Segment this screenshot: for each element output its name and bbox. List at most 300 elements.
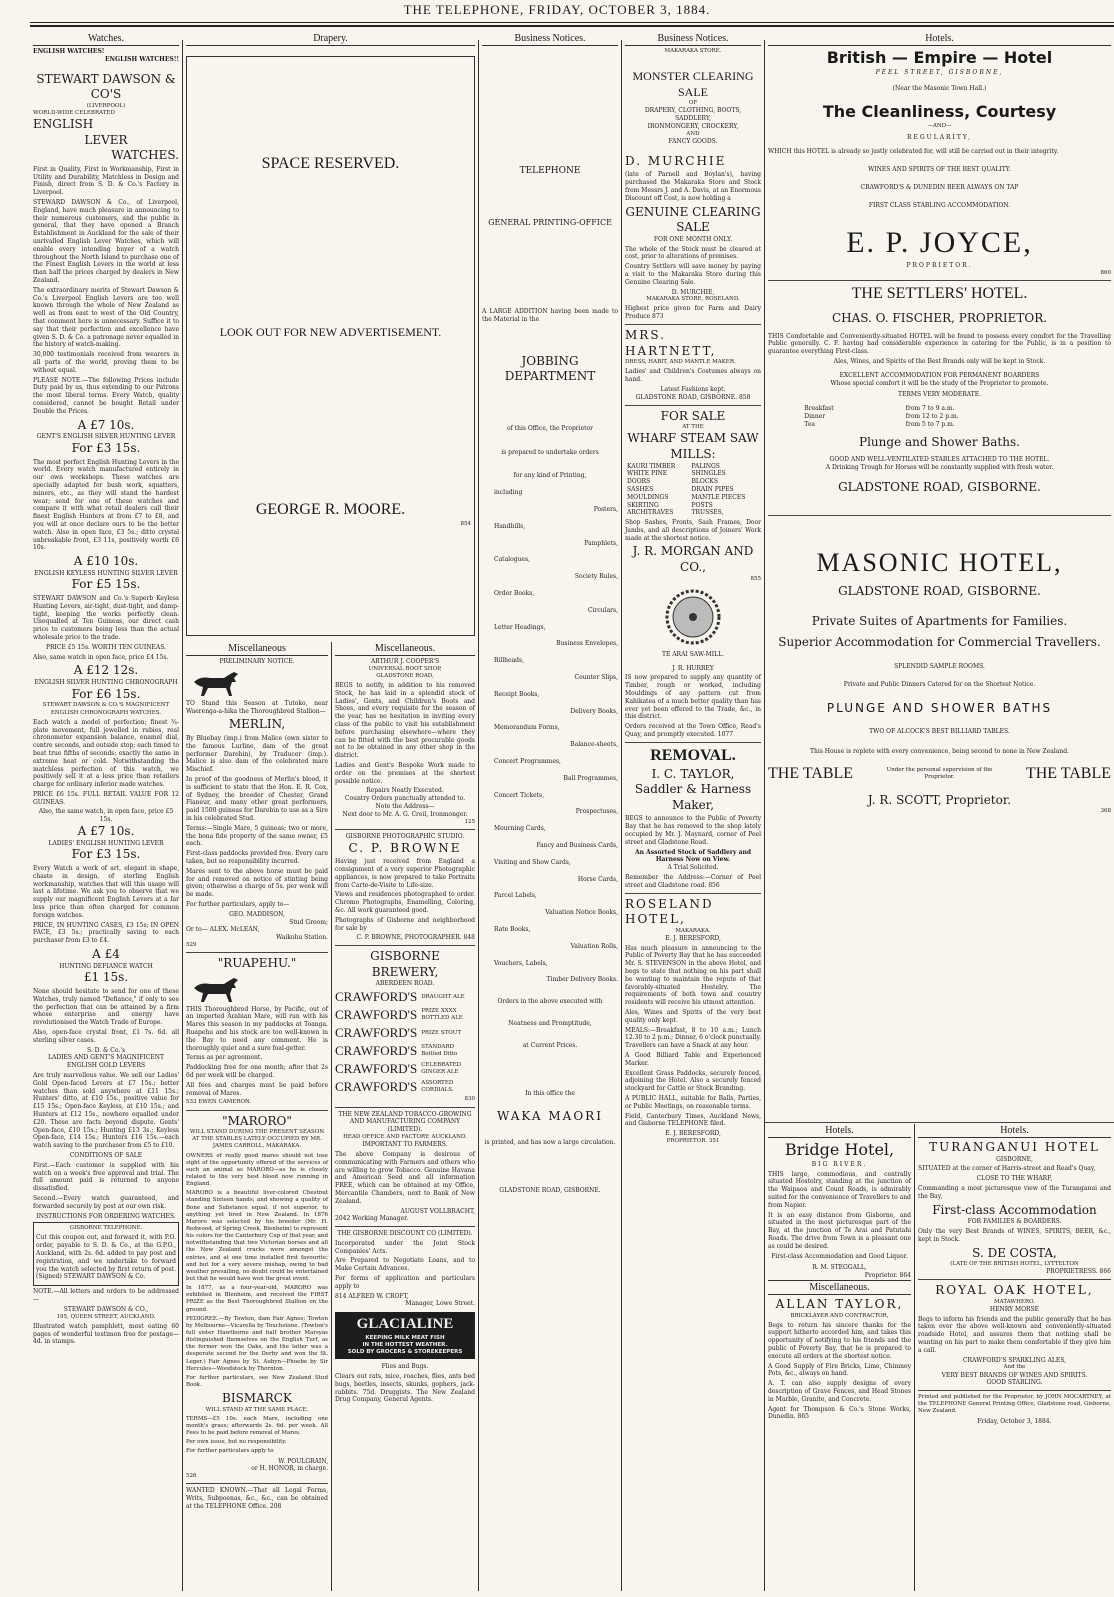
paragraph: The whole of the Stock must be cleared at cost, prior to alterations of premises. (625, 245, 761, 261)
order-coupon (33, 1222, 179, 1286)
merchant-name: D. MURCHIE (625, 153, 727, 168)
price: A £4 (92, 947, 120, 962)
paragraph: NOTE.—All letters and orders to be addressed— (33, 1288, 179, 1304)
printing-item: Memorandum Forms, (494, 724, 560, 732)
paragraph: Paddocking free for one month; after that 2s 6d per week will be charged. (186, 1064, 328, 1080)
address-line: GLADSTONE ROAD, GISBORNE. (838, 584, 1041, 599)
text-line: FIRST CLASS STABLING ACCOMMODATION. (868, 201, 1011, 209)
timber-cell: TRUSSES, (691, 509, 724, 517)
glacialine-line: KEEPING MILK MEAT FISH (365, 1334, 445, 1341)
paragraph: Shop Sashes, Fronts, Sash Frames, Door Jambs, and all descriptions of Joiners' Work made at the shortest notice. (625, 519, 761, 542)
meal-times-table (802, 405, 1076, 428)
printing-item: Valuation Notice Books, (545, 909, 618, 917)
printing-item: Prospectuses, (575, 808, 618, 816)
divider (186, 1483, 328, 1484)
paragraph: Commanding a most picturesque view of the Turanganui and the Bay, (918, 1184, 1111, 1200)
proprietor-name: CHAS. O. FISCHER, PROPRIETOR. (831, 311, 1048, 326)
timber-cell: MANTLE PIECES (691, 493, 746, 501)
text-line: GISBORNE, (996, 1155, 1033, 1163)
printing-item: Receipt Books, (494, 690, 540, 698)
paragraph: First-class paddocks provided free. Every care taken, but no responsibility incurred. (186, 850, 328, 865)
signature: PROPRIETRESS. 866 (1046, 1268, 1111, 1276)
ad-number: 125 (464, 818, 475, 825)
divider (625, 405, 761, 406)
paragraph: Terms:—Single Mare, 5 guineas; two or more, the bona fide property of the same owner, £5 each. (186, 824, 328, 848)
notice-title: PRELIMINARY NOTICE. (219, 658, 295, 665)
text-line: An Assorted Stock of Saddlery and Harness Now on View. (634, 848, 752, 864)
paragraph: Mares sent to the above horse must be paid for and removed on notice of stinting being given; otherwise a charge of 5s. per week will be made. (186, 867, 328, 899)
paragraph: WHICH this HOTEL is already so justly celebrated for, will still be carried out in their integrity. (768, 148, 1059, 156)
printing-item: Circulars, (588, 606, 618, 614)
price: A £12 12s. (73, 663, 139, 678)
printing-item: Timber Delivery Books. (546, 976, 618, 984)
ad-number: 855 (750, 575, 761, 582)
timber-cell: ARCHITRAVES (627, 509, 674, 517)
hotel-name: Bridge Hotel, (784, 1140, 895, 1159)
timber-cell: SASHES (627, 485, 654, 493)
column-header: Hotels. (918, 1124, 1111, 1138)
column-header: Drapery. (186, 32, 475, 46)
crawford-name: CRAWFORD'S (335, 1060, 418, 1076)
text-line: OF (688, 100, 698, 107)
masthead-rule (30, 22, 1114, 23)
hotel-name: ROSELAND HOTEL, (625, 896, 714, 927)
crawford-product: CELEBRATED GINGER ALE (421, 1061, 462, 1076)
column-header: Hotels. (768, 32, 1111, 46)
printing-item: Business Envelopes, (556, 640, 618, 648)
crawford-name: CRAWFORD'S (335, 1042, 418, 1058)
paragraph: Photographs of Gisborne and neighborhood for sale by (335, 916, 475, 932)
divider (625, 893, 761, 894)
item-title: INSTRUCTIONS FOR ORDERING WATCHES. (36, 1212, 176, 1220)
paragraph: Ladies and Gent's Bespoke Work made to order on the premises at the shortest possible notice. (335, 762, 475, 785)
timber-cell: BLOCKS (691, 478, 719, 486)
signature: Proprietor. 864 (864, 1272, 911, 1280)
divider (625, 324, 761, 325)
horse-name: MERLIN, (228, 717, 286, 732)
paragraph: THIS Comfortable and Conveniently-situated HOTEL will be found to possess every comfort for the Travelling Public generally. C. F. having had considerable experience in catering for the Public, is in a position to guarantee everything First-class. (768, 332, 1111, 356)
heading-line: ENGLISH (33, 117, 94, 132)
paragraph: The above Company is desirous of communicating with Farmers and others who are willing to grow Tobacco. Genuine Havana and American Seed and all information FREE, which can be obtained at my Office, Mercantile Chambers, next to Bank of New Zealand. (335, 1150, 475, 1205)
divider (186, 952, 328, 953)
merchant-name: J. R. HURREY (672, 664, 714, 672)
address-line: PEEL STREET, GISBORNE, (875, 68, 1004, 76)
paragraph: Agent for Thompson & Co.'s Stone Works, Dunedin. 865 (768, 1405, 911, 1421)
paragraph: The extraordinary merits of Stewart Dawson & Co.'s Liverpool English Levers are too well known through the whole of New Zealand as well as from east to west of the Old Country, that comment here is unnecessary. Suffice it to say that their perfection and excellence have given S. D. & Co. a patronage never equalled in the history of watch-making. (33, 286, 179, 349)
proprietor-name: S. DE COSTA, (972, 1245, 1057, 1260)
printing-item: Catalogues, (494, 556, 530, 564)
divider (768, 515, 1111, 516)
signature: 814 ALFRED W. CROFT, (335, 1292, 409, 1300)
hotels-column-left (765, 1124, 914, 1591)
ad-sub: IMPORTANT TO FARMERS. (362, 1141, 448, 1149)
printing-item: Horse Cards, (577, 875, 618, 883)
ad-number: 368 (1100, 808, 1111, 815)
divider (186, 1110, 328, 1111)
column-header: Business Notices. (625, 32, 761, 46)
paragraph: Only the very Best Brands of WINES, SPIRITS, BEER, &c., kept in Stock. (918, 1227, 1111, 1243)
crawford-name: CRAWFORD'S (335, 1078, 418, 1094)
heading-line: ENGLISH WATCHES! (33, 48, 105, 55)
text-line: PRICE £5 15s. WORTH TEN GUINEAS. (45, 643, 167, 651)
paragraph: Country Settlers will save money by paying a visit to the Makaraka Store during this Genuine Clearing Sale. (625, 263, 761, 286)
timber-row (625, 470, 761, 478)
printing-item: Posters, (593, 506, 618, 514)
hotels-column-right (915, 1124, 1114, 1591)
paragraph: Excellent Grass Paddocks, securely fenced, adjoining the Hotel. Also a securely fenced stockyard for Cattle or Stock Branding. (625, 1069, 761, 1093)
masthead-rule-double (30, 25, 1114, 27)
timber-row (625, 494, 761, 502)
item-title: CONDITIONS OF SALE (69, 1151, 143, 1159)
proprietor-name: R. M. STEGGALL, (812, 1264, 867, 1272)
paragraph: STEWART DAWSON and Co.'s Superb Keyless Hunting Levers, air-tight, dust-tight, and damp-tight, keeping the works perfectly clean. Unequalled at Ten Guineas, our direct cash price to customers being less than the actual wholesale price to the trade. (33, 595, 179, 642)
paragraph: Incorporated under the Joint Stock Companies' Acts. (335, 1239, 475, 1255)
signature: Or to— ALEX. McLEAN, (186, 926, 260, 934)
paragraph: For further particulars apply to (186, 1448, 274, 1455)
signature: D. MURCHIE, (671, 288, 715, 296)
paragraph: Every Watch a work of art, elegant in shape, chaste in design, of sterling English workmanship, watches that will this usage will last a lifetime. We ask you to observe that we supply our magnificent English Levers at a far less price than often charged for common foreign watches. (33, 865, 179, 919)
paragraph: Ales, Wines and Spirits of the very best quality only kept. (625, 1009, 761, 1024)
item-title: ENGLISH KEYLESS HUNTING SILVER LEVER (34, 569, 178, 577)
paragraph: TO Stand this Season at Tutoko, near Waerenga-a-hika the Thoroughbred Stallion— (186, 699, 328, 715)
text-line: WINES AND SPIRITS OF THE BEST QUALITY. (868, 165, 1011, 173)
text-line: of this Office, the Proprietor (506, 424, 594, 432)
crawford-product: STANDARD Bottled Ditto (421, 1044, 458, 1058)
crawford-product: DRAUGHT ALE (421, 993, 465, 1000)
address-line: STEWART DAWSON & CO., (63, 1305, 149, 1313)
signature: or H. HONOR, in charge. (251, 1465, 328, 1473)
ad-title: C. P. BROWNE (348, 840, 462, 855)
printing-item: Rate Books, (494, 925, 531, 933)
printing-item: including (494, 489, 523, 497)
printing-item: Delivery Books, (570, 707, 618, 715)
address-line: GLADSTONE ROAD, GISBORNE. 858 (635, 393, 751, 401)
ad-title: GISBORNE BREWERY, (370, 949, 440, 979)
column-header: Miscellaneous (186, 642, 328, 656)
item-title: GENT'S ENGLISH SILVER HUNTING LEVER (36, 433, 176, 441)
paragraph: BEGS to announce to the Public of Poverty Bay that he has removed to the shop lately occupied by Mr. J. Maynard, corner of Peel street and Gladstone Road. (625, 815, 761, 846)
drapery-column (183, 32, 478, 642)
text-line: SADDLERY, (675, 115, 711, 123)
table-title: THE TABLE (1025, 764, 1111, 782)
column-header: Watches. (33, 32, 179, 46)
ad-number: 860 (1100, 270, 1111, 277)
paragraph: A Good Supply of Fire Bricks, Lime, Chimney Pots, &c., always on hand. (768, 1362, 911, 1378)
meal-row (802, 421, 1076, 429)
paragraph: The most perfect English Hunting Levers in the world. Every watch manufactured entirely in our own workshops. These watches are specially adapted for bush work, squatters, miners, etc., as they will stand the hardest wear; send for one of these watches and compare it with what retail dealers call their finest English Hunters at from £7 to £8, and you will at once declare ours to be the better watch. Also in open face, £3 5s.; ditto crystal unbreakable front, £3 11s, positively worth £6 10s. (33, 458, 179, 552)
removal-title: REMOVAL. (650, 746, 736, 764)
horse-name: BISMARCK (222, 1391, 292, 1406)
signature: Manager, Lowe Street. (405, 1300, 475, 1308)
timber-row (625, 463, 761, 471)
paragraph: Are truly marvellous value. We sell our Ladies' Gold Open-faced Levers at £7 15s.; better watches than sold anywhere at £11 15s.; Hunters' ditto, at £10 15s., positive value for £15 15s.; Open-face Keyless, at £10 15s.; and Hunters at £12 15s., nowhere equalled under £20. These are facts beyond dispute. Gents' Open-face, £10 15s.; Hunting £13 3s.; Keyless Open-face, £14 15s.; Hunters £16 15s.—each watch saving to the purchaser from £5 to £10. (33, 1071, 179, 1150)
crawford-name: CRAWFORD'S (335, 1024, 418, 1040)
ad-number: 529 (186, 941, 197, 948)
meal-row (802, 405, 1076, 413)
glacialine-line: IN THE HOTTEST WEATHER. (362, 1341, 448, 1348)
text-line: FANCY GOODS. (668, 138, 718, 145)
ad-title: GISBORNE PHOTOGRAPHIC STUDIO. (345, 832, 465, 840)
text-line: CRAWFORD'S & DUNEDIN BEER ALWAYS ON TAP (860, 183, 1019, 191)
timber-cell: DRAIN PIPES (691, 485, 734, 493)
paragraph: PLEASE NOTE.—The following Prices include Duty paid by us, thus extending to our Patrons the most liberal terms. Every Watch, quality considered, cannot be bought Retail under Double the Prices. (33, 376, 179, 415)
timber-cell: SHINGLES (691, 470, 726, 478)
office-name: TELEPHONE (519, 166, 581, 176)
text-line: MAKARAKA. (675, 927, 711, 934)
paragraph: For further particulars, see New Zealand Stud Book. (186, 1374, 328, 1388)
column-header: Hotels. (768, 1124, 911, 1138)
address-line: GLADSTONE ROAD, GISBORNE. (499, 1186, 601, 1194)
printing-item: Concert Programmes, (494, 758, 561, 765)
trade-name: BRICKLAYER AND CONTRACTOR, (790, 1312, 889, 1319)
sale-title: GENUINE CLEARING SALE (625, 204, 761, 235)
signature: GEO. MADDISON, (229, 910, 285, 918)
paragraph: Begs to inform his friends and the public generally that he has taken over the above well-known and conveniently-situated roadside Hotel, and assures them that nothing shall be wanting on his part to make them comfortable if they give him a call. (918, 1315, 1111, 1354)
heading-line: WATCHES. (111, 148, 179, 163)
signature: PROPRIETOR. 351 (666, 1137, 720, 1144)
text-line: CLOSE TO THE WHARF, (976, 1175, 1053, 1183)
paragraph: Second.—Every watch guaranteed, and forwarded securely by post at our own risk. (33, 1194, 179, 1210)
paragraph: THIS large, commodious, and centrally situated Hostelry, standing at the junction of the Waipaoa and Count Roads, is admirably suited for the convenience of Travellers to and from Napier. (768, 1170, 911, 1209)
printing-item: Balance-sheets, (570, 741, 618, 749)
printing-item: Mourning Cards, (494, 825, 546, 833)
printing-item: Society Rules, (574, 573, 618, 581)
imprint-date: Friday, October 3, 1884. (977, 1417, 1052, 1425)
paragraph: Per own issue, but no responsibility. (186, 1439, 287, 1446)
paragraph: Remember the Address:—Corner of Peel street and Gladstone road. 856 (625, 873, 761, 889)
timber-cell: SKIRTING (627, 501, 659, 509)
notice-sub: WILL STAND DURING THE PRESENT SEASON AT THE STABLES LATELY OCCUPIED BY MR. JAMES CARROLL, MAKARAKA. (189, 1129, 325, 1150)
printing-item: Concert Tickets, (494, 791, 545, 799)
paragraph: BEGS to notify, in addition to his removed Stock, he has laid in a splendid stock of Ladies', Gents, and Children's Boots and Shoes, and every requisite for the season of the year, has no hesitation in inviting every class of the public to visit his establishment before purchasing elsewhere—where they can be fitted with the best procurable goods not to be obtained in any other shop in the district. (335, 682, 475, 760)
table-line (768, 764, 1111, 785)
paragraph: Field, Canterbury Times, Auckland News, and Gisborne TELEPHONE filed. (625, 1112, 761, 1128)
paragraph: PEDIGREE.—By Towton, dam Fair Agnes; Towton by Melbourne—Vicarella by Touchstone. (Towton's full sister Hawthorne and half brother Marsyas distinguished themselves on the English Turf, as the former won the Oaks, and the latter was a desperate second for the Derby and won the St. Leger.) Fair Agnes by St. Aubyn—Phoebe by Sir Hercules—Woodstock by Thornton. (186, 1315, 328, 1372)
glacialine-ad (335, 1312, 475, 1359)
slogan: REGULARITY, (906, 134, 973, 142)
timber-row (625, 478, 761, 486)
store-name: MAKARAKA STORE. (664, 48, 722, 54)
paragraph: WANTED KNOWN.—That all Legal Forms, Writs, Subpoenas, &c., &c., can be obtained at the TELEPHONE Office. 208 (186, 1487, 328, 1510)
glacialine-line: SOLD BY GROCERS & STOREKEEPERS (347, 1349, 463, 1356)
slogan: The Cleanliness, Courtesy (822, 102, 1057, 122)
crawford-name: CRAWFORD'S (335, 1007, 418, 1022)
signature: Stud Groom; (289, 918, 328, 926)
paragraph: Are Prepared to Negotiate Loans, and to Make Certain Advances. (335, 1257, 475, 1273)
brand-name: STEWART DAWSON & CO'S (36, 71, 176, 102)
paragraph: THIS Thoroughbred Horse, by Pacific, out of an imported Arabian Mare, will run with his Mares this season in my paddocks at Toanga. Ruapehu and his stock are too well-known in the Bay to need any comment. He is thoroughly quiet and a sure foal-getter. (186, 1005, 328, 1052)
paragraph: None should hesitate to send for one of these Watches, truly named "Defiance," if only to see the perfection that can be attained by a firm whose enterprise and energy have revolutionised the Watch Trade of Europe. (33, 988, 179, 1027)
divider (768, 280, 1111, 281)
printing-item: Visiting and Show Cards, (494, 858, 571, 866)
paragraph: SITUATED at the corner of Harris-street and Read's Quay, (918, 1165, 1096, 1173)
table-title: THE TABLE (768, 764, 854, 782)
price: For £3 15s. (71, 847, 141, 862)
text-line: IRONMONGERY, CROCKERY, (647, 123, 739, 131)
ad-title: ARTHUR J. COOPER'S (370, 658, 440, 665)
horse-icon (186, 974, 246, 1004)
proprietor-name: HENRY MORSE (989, 1305, 1040, 1313)
ad-sub: ABERDEEN ROAD. (375, 980, 435, 988)
text-line: FOR ONE MONTH ONLY. (653, 235, 733, 243)
ad-sub: GLADSTONE ROAD, (376, 672, 434, 679)
timber-cell: MOULDINGS (627, 493, 669, 501)
text-line: Note the Address— (375, 803, 435, 811)
paragraph: PRICE £6 15s. FULL RETAIL VALUE FOR 12 GUINEAS. (33, 790, 179, 806)
timber-cell: KAURI TIMBER (627, 462, 676, 470)
meal-row (802, 413, 1076, 421)
printing-item: Ball Programmes, (563, 774, 618, 782)
paragraph: In 1877, as a four-year-old, MARORO was exhibited in Blenheim, and received the FIRST PRIZE as the Best Thoroughbred Stallion on the ground. (186, 1285, 328, 1313)
sale-title: MONSTER CLEARING SALE (632, 69, 754, 99)
imprint: Printed and published for the Proprietor, by JOHN MOCARTNEY, at the TELEPHONE General Printing Office, Gladstone road, Gisborne, New Zealand. (918, 1394, 1111, 1415)
text-line: Orders in the above executed with (497, 998, 603, 1006)
divider (625, 742, 761, 743)
text-line: PLUNGE AND SHOWER BATHS (826, 700, 1053, 715)
ad-number: 830 (464, 1096, 475, 1103)
meal-cell: from 7 to 9 a.m. (905, 405, 955, 413)
paragraph: TERMS—£5 10s. each Mare, including one month's grass; afterwards 2s. 6d. per week. All Fees to be paid before removal of Mares. (186, 1415, 328, 1437)
text-line: DRAPERY, CLOTHING, BOOTS, (644, 107, 742, 115)
item-title: STEWART DAWSON & CO.'S MAGNIFICENT ENGLISH CHRONOGRAPH WATCHES. (42, 702, 170, 716)
paragraph: MEALS:—Breakfast, 8 to 10 a.m.; Lunch 12.30 to 2 p.m.; Dinner, 6 o'clock punctually. Travellers can have a Snack at any hour. (625, 1026, 761, 1050)
price: A £10 10s. (73, 554, 139, 569)
glacialine-title: GLACIALINE (356, 1316, 454, 1333)
hotel-name: ROYAL OAK HOTEL, (935, 1283, 1094, 1298)
paragraph: All fees and charges must be paid before removal of Mares. (186, 1081, 328, 1097)
hotel-name: THE SETTLERS' HOTEL. (851, 285, 1028, 303)
text-line: EXCELLENT ACCOMMODATION FOR PERMANENT BOARDERS (839, 371, 1040, 379)
text-line: And the (1003, 1364, 1026, 1371)
drapery-ad-box (186, 56, 475, 636)
paragraph: Ladies' and Children's Costumes always on hand. (625, 368, 761, 384)
proprietor-name: E. P. JOYCE, (846, 226, 1033, 260)
paragraph: A LARGE ADDITION having been made to the Material in the (482, 308, 618, 323)
printing-item: Counter Slips, (574, 674, 618, 682)
paragraph: PRICE, IN HUNTING CASES, £3 15s; IN OPEN FACE, £3 5s.; practically saving to each purchaser from £3 to £4. (33, 921, 179, 945)
divider (335, 1226, 475, 1227)
text-line: First-class Accommodation (932, 1202, 1097, 1217)
merchant-name: E. J. BERESFORD, (665, 934, 721, 942)
heading-line: LEVER (84, 132, 128, 147)
paragraph: Also, open-face crystal front, £1 7s. 6d. all sterling silver cases. (33, 1029, 179, 1044)
hotel-name: British — Empire — Hotel (826, 48, 1053, 67)
merchant-name: MRS. HARTNETT, (625, 328, 717, 358)
coupon-text: Cut this coupon out, and forward it, with P.O. order, payable to S. D. & Co., at the G.P.O., Auckland, with 2s. 6d. added to pay post and registration, and we undertake to forward you the watch selected by first return of post. (Signed) STEWART DAWSON & Co. (36, 1234, 176, 1281)
paragraph: First.—Each customer is supplied with his watch on a week's free approval and trial. The full amount paid is returned to anyone dissatisfied. (33, 1161, 179, 1193)
mill-name: WHARF STEAM SAW MILLS: (627, 431, 759, 461)
paragraph: It is an easy distance from Gisborne, and situated in the most picturesque part of the Bay, at the junction of Te Arai and Patutahi Roads. The drive from Town is a pleasant one as could be desired. (768, 1211, 911, 1250)
text-line: In this office the (525, 1089, 575, 1097)
text-line: Superior Accommodation for Commercial Travellers. (778, 635, 1101, 650)
divider (765, 1122, 1114, 1123)
office-title: GENERAL PRINTING-OFFICE (488, 217, 612, 227)
crawford-row (335, 1007, 475, 1024)
saw-blade-icon (663, 587, 723, 647)
text-line: S. D. & Co.'s (86, 1046, 126, 1054)
price: £1 15s. (83, 970, 129, 985)
signature: AUGUST VOLLBRACHT, (400, 1207, 475, 1215)
timber-row (625, 509, 761, 517)
advertiser-name: GEORGE R. MOORE. (255, 501, 406, 519)
printing-item: Parcel Labels, (494, 892, 537, 900)
text-line: FOR FAMILIES & BOARDERS. (967, 1218, 1062, 1226)
ad-title: THE NEW ZEALAND TOBACCO-GROWING AND MANUFACTURING COMPANY (LIMITED). (338, 1110, 472, 1134)
text-line: TERMS VERY MODERATE. (897, 391, 982, 399)
paragraph: Has much pleasure in announcing to the Public of Poverty Bay that he has succeeded Mr. S. STEVENSON in the above Hotel, and begs to state that nothing on his part shall be wanting to maintain the repute of that favorably-situated Hostelry. The requirements of both town and country residents will receive his utmost attention. (625, 944, 761, 1007)
printing-item: Fancy and Business Cards, (536, 841, 618, 849)
crawford-row (335, 1079, 475, 1096)
paper-name: WAKA MAORI (497, 1109, 603, 1124)
timber-cell: POSTS (691, 501, 713, 509)
ad-sub: HEAD OFFICE AND FACTORY: AUCKLAND. (343, 1133, 467, 1140)
misc-column-left (183, 642, 331, 1591)
crawford-product: ASSORTED CORDIALS. (421, 1079, 454, 1093)
item-title: LADIES AND GENT'S MAGNIFICENT ENGLISH GOLD LEVERS (48, 1054, 164, 1070)
text-line: (Near the Masonic Town Hall.) (892, 84, 987, 92)
text-line: WORLD-WIDE CELEBRATED (33, 109, 115, 116)
divider (335, 829, 475, 830)
text-line: Neatness and Promptitude, (508, 1019, 592, 1027)
paragraph: Having just received from England a consignment of a very superior Photographic appliances, is now prepared to take Portraits from Carte-de-Visite to Life-size. (335, 858, 475, 889)
divider (335, 1107, 475, 1108)
department-name: JOBBING DEPARTMENT (504, 353, 596, 384)
paragraph: A PUBLIC HALL, suitable for Balls, Parties, or Public Meetings, on reasonable terms. (625, 1095, 761, 1110)
printing-item: Valuation Rolls, (570, 942, 618, 950)
column-header: Business Notices. (482, 32, 618, 46)
text-line: Repairs Neatly Executed. (366, 787, 444, 795)
notice-sub: WILL STAND AT THE SAME PLACE. (205, 1406, 309, 1413)
signature: 2042 Working Manager. (335, 1215, 409, 1223)
text-line: —AND— (927, 123, 952, 130)
proprietor-title: PROPRIETOR. (906, 262, 973, 270)
text-line: AT THE (682, 424, 704, 431)
column-header: Miscellaneous. (335, 642, 475, 656)
text-line: Also, the same watch, in open face, price £5 15s. (38, 808, 174, 824)
text-line: SPLENDID SAMPLE ROOMS. (894, 662, 985, 670)
text-line: at Current Prices. (522, 1041, 578, 1049)
paragraph: Views and residences photographed to order. Chromo Photographs, Enamelling, Coloring, &c. All work guaranteed good. (335, 891, 475, 914)
text-line: MATAWHERO. (994, 1298, 1035, 1305)
address-line: GLADSTONE ROAD, GISBORNE. (838, 479, 1041, 494)
text-line: Next door to Mr. A. G. Creil, Ironmonger. (342, 810, 468, 818)
text-line: DRESS, HABIT, AND MANTLE MAKER. (625, 359, 736, 366)
text-line: TWO OF ALCOCK'S BEST BILLIARD TABLES. (869, 728, 1010, 736)
text-line: A Trial Solicited. (667, 864, 719, 872)
text-line: Private Suites of Apartments for Families. (811, 613, 1068, 628)
meal-cell: from 5 to 7 p.m. (905, 420, 955, 428)
signature: W. POULGRAIN, (278, 1457, 328, 1465)
horse-name: "RUAPEHU." (217, 956, 297, 971)
paragraph: Illustrated watch pamphlett, most eating 60 pages of wonderful testimon free for postage—4d. in stamps. (33, 1322, 179, 1346)
column-header: Miscellaneous. (768, 1280, 911, 1295)
timber-cell: DOORS (627, 478, 651, 486)
paragraph: In proof of the goodness of Merlin's blood, it is sufficient to state that the Hon. E. R. Cox, of Sydney, the breeder of Chester, Grand Flaneur, and many other great performers, paid 1500 guineas for Darebin to use as a Sire in his celebrated Stud. (186, 775, 328, 822)
merchant-name: ALLAN TAYLOR, (775, 1296, 904, 1311)
paragraph: For further particulars, apply to— (186, 900, 290, 908)
text-line: BIG RIVER. (811, 1160, 868, 1168)
printing-item: Order Books, (494, 590, 535, 598)
crawford-product: PRIZE XXXX BOTTLED ALE (421, 1008, 463, 1022)
item-title: LADIES' ENGLISH HUNTING LEVER (48, 839, 164, 847)
text-line: Whose special comfort it will be the study of the Proprietor to promote. (830, 379, 1049, 387)
crawford-row (335, 1025, 475, 1042)
signature: E. J. BERESFORD, (665, 1130, 721, 1138)
table-note: Under the personal supervision of the Proprietor. (886, 767, 993, 781)
lookout-line: LOOK OUT FOR NEW ADVERTISEMENT. (219, 324, 442, 339)
crawford-row (335, 1043, 475, 1060)
ad-number: 854 (460, 521, 471, 528)
